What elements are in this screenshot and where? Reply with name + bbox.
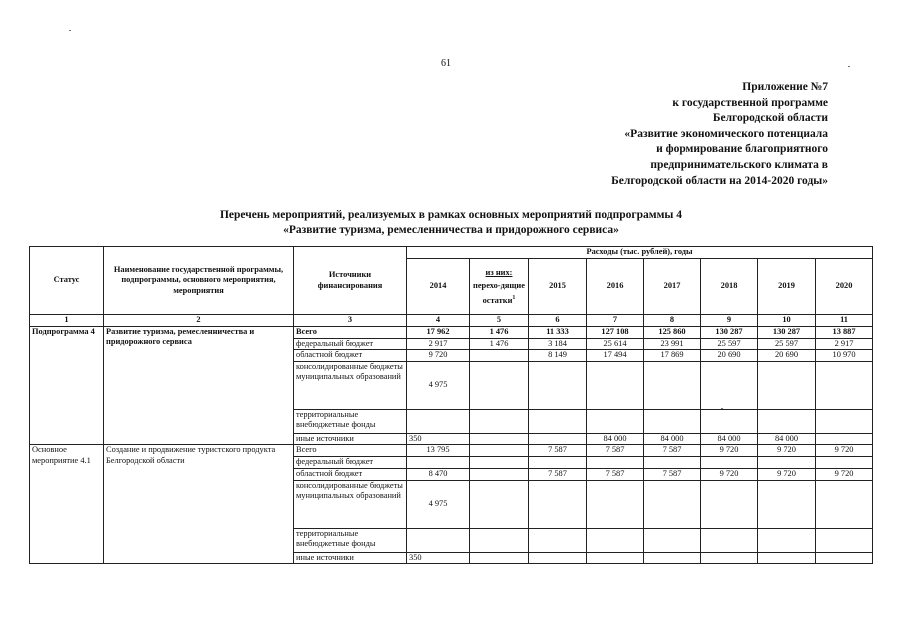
value-cell: 25 614: [587, 338, 644, 350]
value-cell: 84 000: [701, 433, 758, 445]
value-cell: [816, 361, 873, 409]
value-cell: 7 587: [587, 445, 644, 457]
source-cell: консолидированные бюджеты муниципальных образований: [294, 480, 407, 528]
value-cell: 127 108: [587, 326, 644, 338]
value-cell: [758, 457, 816, 469]
value-cell: 25 597: [701, 338, 758, 350]
value-cell: [529, 409, 587, 433]
column-number: 5: [470, 315, 529, 327]
value-cell: 10 970: [816, 350, 873, 362]
header-year: 2020: [816, 259, 873, 315]
column-number: 10: [758, 315, 816, 327]
value-cell: [470, 468, 529, 480]
value-cell: 4 975: [407, 361, 470, 409]
value-cell: 9 720: [701, 445, 758, 457]
header-transit: [470, 259, 529, 315]
value-cell: 7 587: [529, 445, 587, 457]
header-year: 2016: [587, 259, 644, 315]
source-cell: Всего: [294, 326, 407, 338]
appendix-line: «Развитие экономического потенциала: [624, 127, 828, 140]
footnote-mark: 1: [512, 295, 516, 302]
value-cell: [758, 480, 816, 528]
source-cell: территориальные внебюджетные фонды: [294, 528, 407, 552]
header-status: Статус: [30, 247, 104, 315]
appendix-line: и формирование благоприятного: [656, 143, 828, 156]
header-name: Наименование государственной программы, подпрограммы, основного мероприятия, мероприятия: [104, 247, 294, 315]
value-cell: 1 476: [470, 326, 529, 338]
value-cell: [470, 552, 529, 564]
value-cell: 125 860: [644, 326, 701, 338]
source-cell: областной бюджет: [294, 468, 407, 480]
value-cell: 17 962: [407, 326, 470, 338]
value-cell: 84 000: [758, 433, 816, 445]
value-cell: [407, 528, 470, 552]
source-cell: федеральный бюджет: [294, 338, 407, 350]
value-cell: [644, 528, 701, 552]
value-cell: 7 587: [644, 445, 701, 457]
value-cell: 1 476: [470, 338, 529, 350]
value-cell: 84 000: [587, 433, 644, 445]
value-cell: 8 149: [529, 350, 587, 362]
header-year: 2015: [529, 259, 587, 315]
value-cell: 9 720: [758, 445, 816, 457]
column-number: 3: [294, 315, 407, 327]
document-title: [100, 208, 802, 238]
value-cell: [644, 552, 701, 564]
source-cell: иные источники: [294, 552, 407, 564]
value-cell: 9 720: [407, 350, 470, 362]
scan-speck: [69, 30, 71, 31]
status-cell: Основное мероприятие 4.1: [30, 445, 104, 564]
value-cell: [644, 409, 701, 433]
column-number: 11: [816, 315, 873, 327]
column-number: 9: [701, 315, 758, 327]
column-number: 2: [104, 315, 294, 327]
value-cell: [587, 480, 644, 528]
value-cell: 17 869: [644, 350, 701, 362]
expenses-table: [29, 246, 873, 564]
value-cell: [644, 457, 701, 469]
value-cell: [758, 552, 816, 564]
value-cell: 84 000: [644, 433, 701, 445]
value-cell: 4 975: [407, 480, 470, 528]
value-cell: [816, 433, 873, 445]
value-cell: 20 690: [758, 350, 816, 362]
source-cell: консолидированные бюджеты муниципальных образований: [294, 361, 407, 409]
value-cell: [758, 409, 816, 433]
table-row: [30, 326, 873, 338]
column-number: 4: [407, 315, 470, 327]
header-of-them: из них:: [485, 268, 513, 278]
source-cell: иные источники: [294, 433, 407, 445]
value-cell: [470, 433, 529, 445]
value-cell: [701, 480, 758, 528]
name-cell: Развитие туризма, ремесленничества и придорожного сервиса: [104, 326, 294, 445]
value-cell: 350: [407, 433, 470, 445]
value-cell: [587, 409, 644, 433]
value-cell: [470, 409, 529, 433]
value-cell: [701, 528, 758, 552]
appendix-line: Белгородской области: [712, 112, 828, 125]
value-cell: 9 720: [758, 468, 816, 480]
value-cell: [644, 480, 701, 528]
value-cell: 130 287: [758, 326, 816, 338]
value-cell: [529, 552, 587, 564]
value-cell: 9 720: [816, 445, 873, 457]
appendix-header: [528, 80, 828, 189]
value-cell: [587, 552, 644, 564]
header-year: 2019: [758, 259, 816, 315]
column-number: 7: [587, 315, 644, 327]
value-cell: 20 690: [701, 350, 758, 362]
value-cell: 3 184: [529, 338, 587, 350]
header-year: 2014: [407, 259, 470, 315]
value-cell: 8 470: [407, 468, 470, 480]
value-cell: [529, 457, 587, 469]
value-cell: [644, 361, 701, 409]
value-cell: [701, 552, 758, 564]
value-cell: 13 887: [816, 326, 873, 338]
value-cell: [470, 457, 529, 469]
status-cell: Подпрограмма 4: [30, 326, 104, 445]
value-cell: 7 587: [644, 468, 701, 480]
value-cell: [470, 528, 529, 552]
page-number: 61: [441, 58, 451, 69]
value-cell: [816, 457, 873, 469]
value-cell: 7 587: [529, 468, 587, 480]
value-cell: 17 494: [587, 350, 644, 362]
value-cell: 7 587: [587, 468, 644, 480]
column-number: 8: [644, 315, 701, 327]
value-cell: 2 917: [407, 338, 470, 350]
value-cell: [470, 350, 529, 362]
value-cell: [816, 409, 873, 433]
header-source: Источники финансирования: [294, 247, 407, 315]
title-line-1: Перечень мероприятий, реализуемых в рамках основных мероприятий подпрограммы 4: [219, 209, 683, 221]
appendix-line: к государственной программе: [672, 96, 828, 109]
header-expenses: Расходы (тыс. рублей), годы: [407, 247, 873, 259]
header-year: 2018: [701, 259, 758, 315]
value-cell: [587, 457, 644, 469]
header-year: 2017: [644, 259, 701, 315]
appendix-line: предпринимательского климата в: [650, 158, 828, 171]
value-cell: [816, 480, 873, 528]
value-cell: [529, 528, 587, 552]
value-cell: 13 795: [407, 445, 470, 457]
scan-speck: [848, 66, 850, 67]
value-cell: [470, 480, 529, 528]
value-cell: [470, 445, 529, 457]
name-cell: Создание и продвижение туристского продукта Белгородской области: [104, 445, 294, 564]
scan-speck: [721, 408, 723, 409]
value-cell: [529, 433, 587, 445]
column-number: 1: [30, 315, 104, 327]
value-cell: [407, 409, 470, 433]
title-line-2: «Развитие туризма, ремесленничества и придорожного сервиса»: [283, 224, 619, 236]
value-cell: [816, 528, 873, 552]
value-cell: 23 991: [644, 338, 701, 350]
value-cell: [587, 361, 644, 409]
source-cell: Всего: [294, 445, 407, 457]
value-cell: 25 597: [758, 338, 816, 350]
value-cell: [529, 480, 587, 528]
value-cell: 11 333: [529, 326, 587, 338]
appendix-line: Белгородской области на 2014-2020 годы»: [611, 174, 828, 187]
value-cell: [470, 361, 529, 409]
value-cell: [816, 552, 873, 564]
value-cell: 350: [407, 552, 470, 564]
value-cell: [701, 457, 758, 469]
appendix-line: Приложение №7: [742, 81, 828, 93]
column-number: 6: [529, 315, 587, 327]
table-row: [30, 445, 873, 457]
value-cell: 9 720: [701, 468, 758, 480]
value-cell: [529, 361, 587, 409]
header-transit-label: перехо-дящие остатки: [473, 281, 525, 305]
value-cell: [701, 409, 758, 433]
value-cell: 2 917: [816, 338, 873, 350]
value-cell: [407, 457, 470, 469]
value-cell: [701, 361, 758, 409]
value-cell: [758, 361, 816, 409]
value-cell: 130 287: [701, 326, 758, 338]
value-cell: [758, 528, 816, 552]
source-cell: федеральный бюджет: [294, 457, 407, 469]
value-cell: 9 720: [816, 468, 873, 480]
source-cell: территориальные внебюджетные фонды: [294, 409, 407, 433]
value-cell: [587, 528, 644, 552]
source-cell: областной бюджет: [294, 350, 407, 362]
